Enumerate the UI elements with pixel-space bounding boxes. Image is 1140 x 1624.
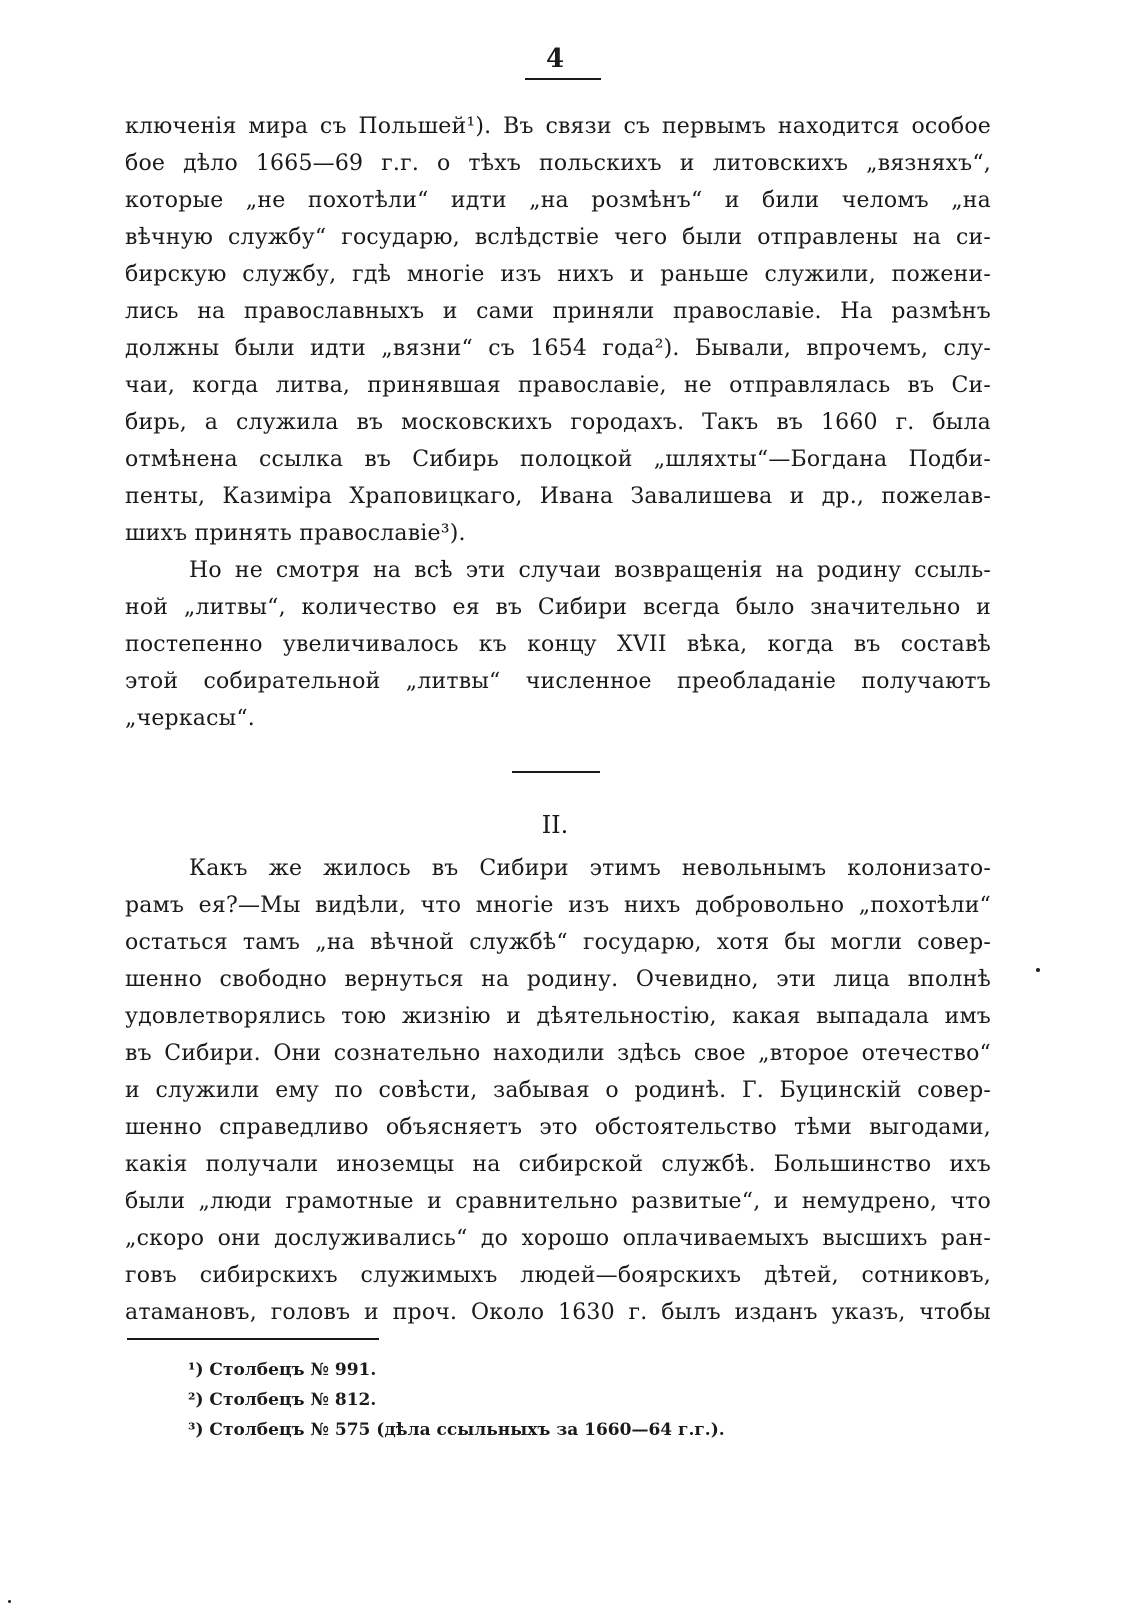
text-line: были „люди грамотные и сравнительно развитые“, и немудрено, что [125,1189,991,1214]
scan-speck [1036,968,1040,972]
page-number-rule [525,78,601,80]
text-line: пенты, Казиміра Храповицкаго, Ивана Завалишева и др., пожелав- [125,484,991,509]
text-line: чаи, когда литва, принявшая православіе, не отправлялась въ Си- [125,373,991,398]
text-line: ной „литвы“, количество ея въ Сибири всегда было значительно и [125,595,991,620]
scan-speck [8,1600,11,1603]
text-line: шенно свободно вернуться на родину. Очевидно, эти лица вполнѣ [125,967,991,992]
text-line: которые „не похотѣли“ идти „на розмѣнъ“ и били челомъ „на [125,188,991,213]
text-line: бирь, а служила въ московскихъ городахъ. Такъ въ 1660 г. была [125,410,991,435]
text-line: удовлетворялись тою жизнію и дѣятельностію, какая выпадала имъ [125,1004,991,1029]
text-line: „скоро они дослуживались“ до хорошо оплачиваемыхъ высшихъ ран- [125,1226,991,1251]
page-number: 4 [545,44,565,74]
text-line: бирскую службу, гдѣ многіе изъ нихъ и раньше служили, пожени- [125,262,991,287]
footnote-2: ²) Столбецъ № 812. [188,1390,377,1410]
section-heading: II. [541,811,569,839]
text-line: Какъ же жилось въ Сибири этимъ невольнымъ колонизато- [189,856,991,881]
footnote-3: ³) Столбецъ № 575 (дѣла ссыльныхъ за 1660—64 г.г.). [188,1420,725,1440]
text-line: отмѣнена ссылка въ Сибирь полоцкой „шляхты“—Богдана Подби- [125,447,991,472]
text-line: бое дѣло 1665—69 г.г. о тѣхъ польскихъ и литовскихъ „вязняхъ“, [125,151,991,176]
text-line: лись на православныхъ и сами приняли православіе. На размѣнъ [125,299,991,324]
text-line: ключенія мира съ Польшей¹). Въ связи съ первымъ находится особое [125,114,991,139]
text-line: говъ сибирскихъ служимыхъ людей—боярскихъ дѣтей, сотниковъ, [125,1263,991,1288]
text-line: атамановъ, головъ и проч. Около 1630 г. былъ изданъ указъ, чтобы [125,1300,991,1325]
text-line: какія получали иноземцы на сибирской службѣ. Большинство ихъ [125,1152,991,1177]
text-line: вѣчную службу“ государю, вслѣдствіе чего были отправлены на си- [125,225,991,250]
footnote-divider [127,1338,379,1340]
text-line: этой собирательной „литвы“ численное преобладаніе получаютъ [125,669,991,694]
text-line: шенно справедливо объясняетъ это обстоятельство тѣми выгодами, [125,1115,991,1140]
text-line: въ Сибири. Они сознательно находили здѣсь свое „второе отечество“ [125,1041,991,1066]
text-line: „черкасы“. [125,706,255,731]
footnote-1: ¹) Столбецъ № 991. [188,1360,377,1380]
text-line: рамъ ея?—Мы видѣли, что многіе изъ нихъ добровольно „похотѣли“ [125,893,991,918]
text-line: Но не смотря на всѣ эти случаи возвращенія на родину ссыль- [189,558,991,583]
text-line: должны были идти „вязни“ съ 1654 года²). Бывали, впрочемъ, слу- [125,336,991,361]
section-divider [512,771,600,773]
text-line: и служили ему по совѣсти, забывая о родинѣ. Г. Буцинскій совер- [125,1078,991,1103]
text-line: постепенно увеличивалось къ концу XVII вѣка, когда въ составѣ [125,632,991,657]
text-line: остаться тамъ „на вѣчной службѣ“ государю, хотя бы могли совер- [125,930,991,955]
text-line: шихъ принять православіе³). [125,521,466,546]
